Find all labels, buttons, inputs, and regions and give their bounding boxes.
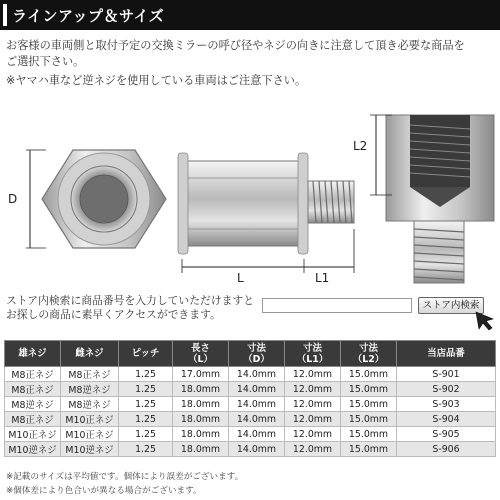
cell-length: 18.0mm: [173, 412, 229, 427]
cell-length: 17.0mm: [173, 367, 229, 382]
cell-pitch: 1.25: [119, 412, 173, 427]
cell-pitch: 1.25: [119, 427, 173, 442]
cell-item-number: S-903: [397, 397, 496, 412]
note-line-2: ご選択下さい。: [6, 55, 85, 68]
cell-dim-d: 14.0mm: [229, 397, 285, 412]
column-header-length: 長さ （L）: [173, 341, 229, 367]
cell-female-thread: M8逆ネジ: [61, 382, 119, 397]
cell-item-number: S-902: [397, 382, 496, 397]
hex-nut-front-view: [42, 150, 166, 248]
cell-male-thread: M8逆ネジ: [5, 397, 61, 412]
adapter-side-view: [178, 153, 354, 254]
cell-dim-l1: 12.0mm: [285, 412, 341, 427]
cell-female-thread: M10正ネジ: [61, 427, 119, 442]
cell-dim-l2: 15.0mm: [341, 367, 397, 382]
column-header-dim-l1: 寸法 （L1）: [285, 341, 341, 367]
cell-dim-d: 14.0mm: [229, 427, 285, 442]
cell-dim-l1: 12.0mm: [285, 397, 341, 412]
cell-item-number: S-904: [397, 412, 496, 427]
table-row: [5, 367, 496, 382]
adapter-cross-section: [386, 115, 494, 283]
cell-male-thread: M8正ネジ: [5, 412, 61, 427]
column-header-item-number: 当店品番: [397, 341, 496, 367]
cell-female-thread: M8正ネジ: [61, 367, 119, 382]
cell-pitch: 1.25: [119, 397, 173, 412]
cell-pitch: 1.25: [119, 382, 173, 397]
dimension-label-l: L: [237, 271, 244, 285]
table-row: [5, 412, 496, 427]
cell-female-thread: M10逆ネジ: [61, 442, 119, 457]
cell-male-thread: M10正ネジ: [5, 427, 61, 442]
cell-item-number: S-906: [397, 442, 496, 457]
cell-dim-d: 14.0mm: [229, 442, 285, 457]
note-line-3: ※ヤマハ車など逆ネジを使用している車両はご注意下さい。: [6, 74, 307, 87]
cell-dim-l1: 12.0mm: [285, 367, 341, 382]
footnote-1: ※記載のサイズは平均値です。個体により誤差がございます。: [6, 472, 244, 482]
cell-length: 18.0mm: [173, 382, 229, 397]
table-row: [5, 397, 496, 412]
footnote-2: ※個体差により色合いが異なる場合がございます。: [6, 486, 202, 496]
column-header-female-thread: 雌ネジ: [61, 341, 119, 367]
store-search-description: [6, 294, 254, 322]
cell-dim-l2: 15.0mm: [341, 397, 397, 412]
store-search-text-line-2: お探しの商品に素早くアクセスができます。: [6, 308, 221, 321]
store-search-text-line-1: ストア内検索に商品番号を入力していただけますと: [6, 294, 255, 307]
cell-female-thread: M10正ネジ: [61, 412, 119, 427]
cell-dim-d: 14.0mm: [229, 382, 285, 397]
table-row: [5, 382, 496, 397]
store-search-button[interactable]: ストア内検索: [418, 297, 484, 314]
table-row: [5, 442, 496, 457]
cell-dim-l2: 15.0mm: [341, 442, 397, 457]
header-accent-bar: [3, 4, 7, 26]
dimension-label-d: D: [8, 192, 18, 206]
mouse-cursor-icon: [474, 310, 496, 332]
section-title: ラインアップ＆サイズ: [12, 7, 165, 25]
cell-dim-l2: 15.0mm: [341, 382, 397, 397]
cell-dim-l1: 12.0mm: [285, 442, 341, 457]
cell-pitch: 1.25: [119, 367, 173, 382]
cell-dim-d: 14.0mm: [229, 367, 285, 382]
cell-length: 18.0mm: [173, 427, 229, 442]
cell-length: 18.0mm: [173, 442, 229, 457]
column-header-male-thread: 雄ネジ: [5, 341, 61, 367]
cell-length: 18.0mm: [173, 397, 229, 412]
column-header-pitch: ピッチ: [119, 341, 173, 367]
dimension-label-l1: L1: [315, 271, 330, 285]
cell-male-thread: M8正ネジ: [5, 367, 61, 382]
column-header-dim-d: 寸法 （D）: [229, 341, 285, 367]
cell-dim-l2: 15.0mm: [341, 412, 397, 427]
note-line-1: お客様の車両側と取付予定の交換ミラーの呼び径やネジの向きに注意して頂き必要な商品を: [6, 39, 465, 52]
table-header-row: [5, 341, 496, 367]
cell-pitch: 1.25: [119, 442, 173, 457]
spec-table: [4, 340, 496, 457]
cell-item-number: S-901: [397, 367, 496, 382]
cell-dim-l1: 12.0mm: [285, 382, 341, 397]
cell-female-thread: M8逆ネジ: [61, 397, 119, 412]
adapter-illustration: [0, 95, 500, 290]
column-header-dim-l2: 寸法 （L2）: [341, 341, 397, 367]
cell-dim-l2: 15.0mm: [341, 427, 397, 442]
table-row: [5, 427, 496, 442]
cell-dim-l1: 12.0mm: [285, 427, 341, 442]
dimension-label-l2: L2: [353, 139, 368, 153]
section-header: [0, 0, 500, 30]
cell-item-number: S-905: [397, 427, 496, 442]
store-search-input[interactable]: [262, 298, 412, 313]
product-diagram: [0, 95, 500, 290]
cell-male-thread: M10逆ネジ: [5, 442, 61, 457]
cell-dim-d: 14.0mm: [229, 412, 285, 427]
cell-male-thread: M8正ネジ: [5, 382, 61, 397]
